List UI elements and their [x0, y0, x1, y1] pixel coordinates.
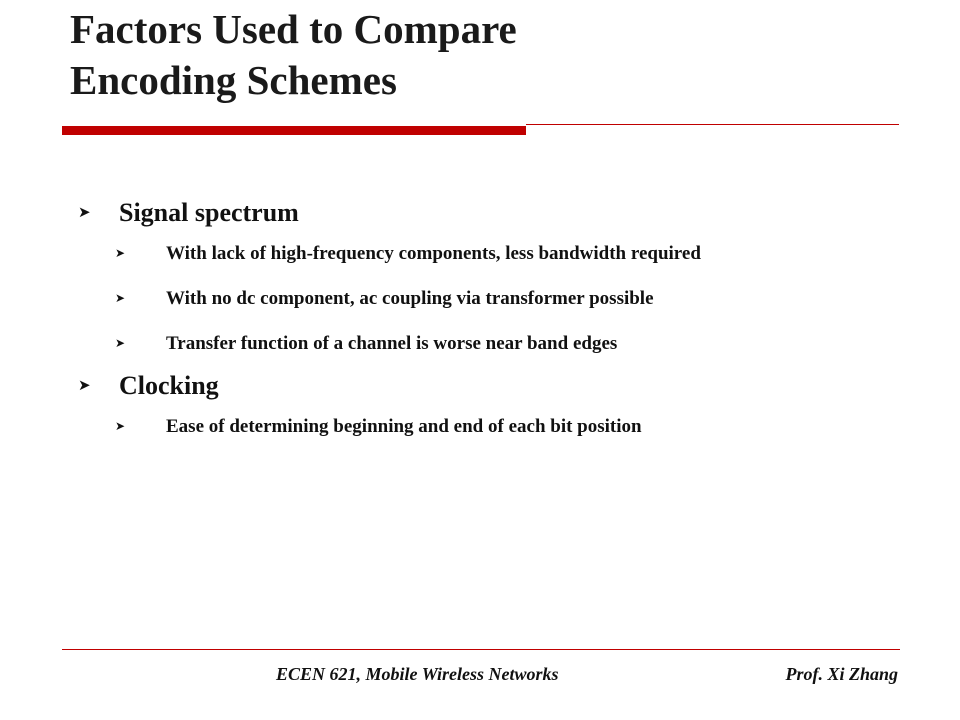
- arrow-bullet-icon: ➤: [115, 291, 126, 305]
- sub-bullet-list: [115, 237, 918, 360]
- sub-bullet-text: With no dc component, ac coupling via transformer possible: [166, 288, 654, 309]
- sub-bullet-item: [115, 237, 918, 270]
- bullet-text: Signal spectrum: [119, 198, 299, 227]
- bullet-group-clocking: [78, 368, 918, 443]
- sub-bullet-item: [115, 327, 918, 360]
- title-underline-thick: [62, 126, 526, 135]
- sub-bullet-text: Ease of determining beginning and end of each bit position: [166, 416, 642, 437]
- arrow-bullet-icon: ➤: [115, 246, 126, 260]
- bullet-item: [78, 368, 918, 404]
- sub-bullet-list: [115, 410, 918, 443]
- footer-divider: [62, 649, 900, 650]
- slide-title: [70, 4, 517, 106]
- arrow-bullet-icon: ➤: [115, 336, 126, 350]
- footer-author-label: Prof. Xi Zhang: [785, 664, 898, 684]
- slide-title-line-2: Encoding Schemes: [70, 57, 397, 103]
- bullet-text: Clocking: [119, 371, 219, 400]
- title-underline-thin: [526, 124, 899, 125]
- slide-title-line-1: Factors Used to Compare: [70, 6, 517, 52]
- sub-bullet-item: [115, 282, 918, 315]
- sub-bullet-item: [115, 410, 918, 443]
- bullet-group-signal-spectrum: [78, 195, 918, 360]
- bullet-list: [78, 195, 918, 443]
- bullet-item: [78, 195, 918, 231]
- arrow-bullet-icon: ➤: [78, 378, 91, 394]
- sub-bullet-text: Transfer function of a channel is worse near band edges: [166, 333, 618, 354]
- arrow-bullet-icon: ➤: [115, 419, 126, 433]
- arrow-bullet-icon: ➤: [78, 205, 91, 221]
- footer-course-label: ECEN 621, Mobile Wireless Networks: [276, 664, 559, 684]
- sub-bullet-text: With lack of high-frequency components, less bandwidth required: [166, 243, 701, 264]
